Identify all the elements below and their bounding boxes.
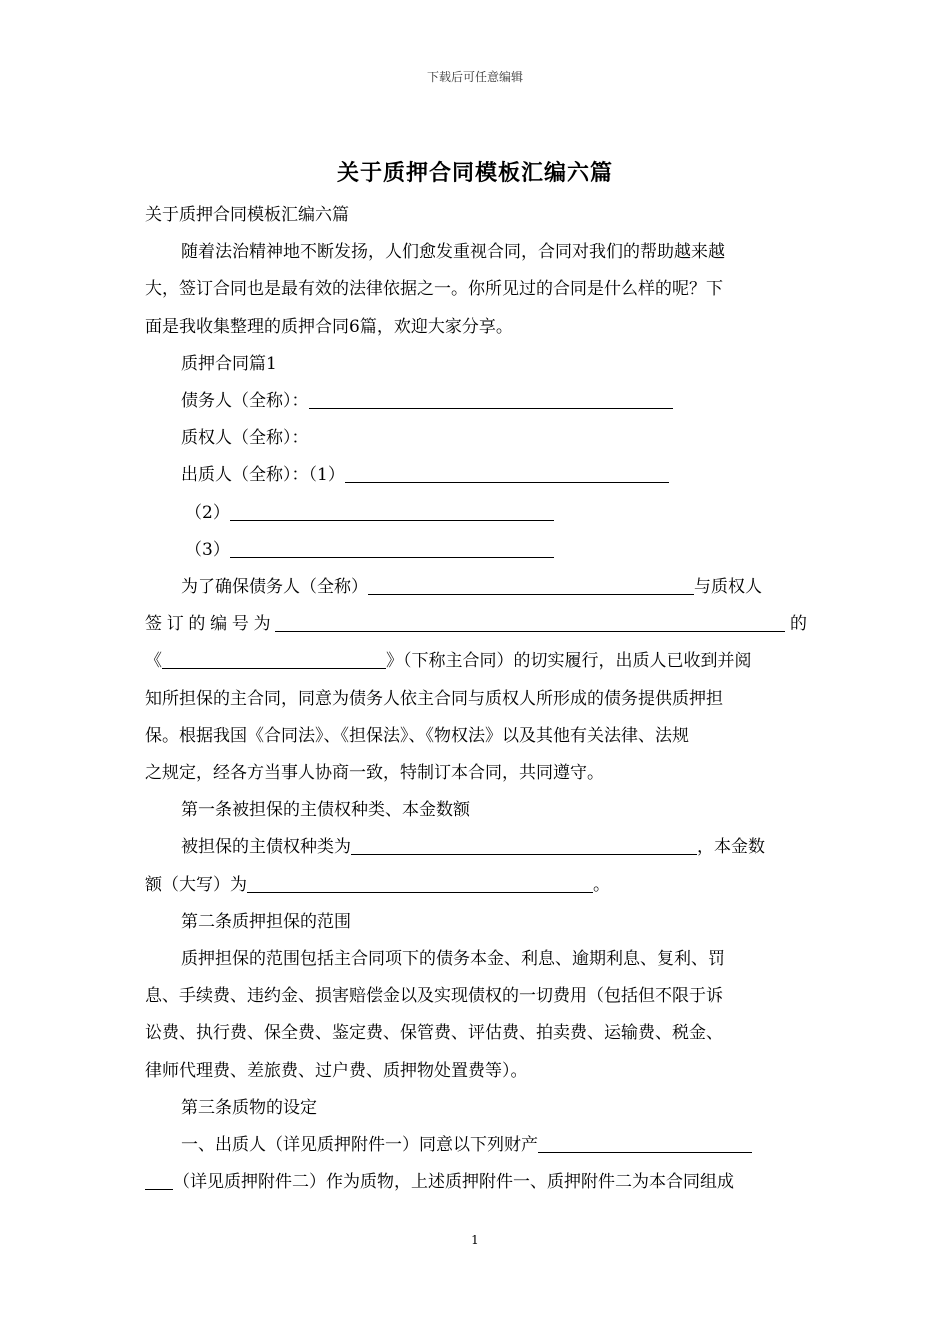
text-span: 》（下称主合同）的切实履行，出质人已收到并阅 <box>386 651 752 672</box>
pledgee-field <box>145 420 807 457</box>
paragraph-line <box>145 867 807 904</box>
property-blank-continued <box>145 1169 173 1190</box>
paragraph-line <box>145 569 807 606</box>
pledgor-number-3: （3） <box>185 539 230 560</box>
page-number: 1 <box>471 1233 479 1247</box>
pledgor-blank-3 <box>230 537 554 558</box>
text-span: （详见质押附件二）作为质物，上述质押附件一、质押附件二为本合同组成 <box>173 1172 734 1193</box>
document-subtitle: 关于质押合同模板汇编六篇 <box>145 205 349 225</box>
intro-line: 面是我收集整理的质押合同6篇，欢迎大家分享。 <box>145 316 513 337</box>
claim-type-blank <box>351 834 697 855</box>
pledgor-field-2 <box>145 495 807 532</box>
text-span: 额（大写）为 <box>145 874 247 895</box>
intro-line: 大，签订合同也是最有效的法律依据之一。你所见过的合同是什么样的呢？下 <box>145 279 723 300</box>
paragraph-line: 律师代理费、差旅费、过户费、质押物处置费等）。 <box>145 1060 528 1081</box>
article-heading: 第一条被担保的主债权种类、本金数额 <box>181 800 470 821</box>
document-title: 关于质押合同模板汇编六篇 <box>336 160 613 186</box>
section-heading: 质押合同篇1 <box>181 353 277 374</box>
document-body <box>145 197 807 1201</box>
debtor-blank <box>309 388 673 409</box>
article-heading: 第二条质押担保的范围 <box>181 911 351 932</box>
property-blank <box>538 1132 752 1153</box>
principal-amount-blank <box>247 872 593 893</box>
pledgor-blank-2 <box>230 500 554 521</box>
paragraph-line <box>145 643 807 680</box>
intro-line: 随着法治精神地不断发扬，人们愈发重视合同，合同对我们的帮助越来越 <box>181 242 725 263</box>
text-span: ，本金数 <box>697 837 765 858</box>
pledgor-field <box>145 457 807 494</box>
debtor-field <box>145 383 807 420</box>
paragraph-line <box>145 829 807 866</box>
paragraph-line: 息、手续费、违约金、损害赔偿金以及实现债权的一切费用（包括但不限于诉 <box>145 986 723 1007</box>
page-header-note: 下载后可任意编辑 <box>426 70 523 84</box>
paragraph-line <box>145 606 807 643</box>
debtor-label: 债务人（全称）： <box>181 391 309 412</box>
article-heading: 第三条质物的设定 <box>181 1097 317 1118</box>
pledgor-number-2: （2） <box>185 502 230 523</box>
pledgor-field-3 <box>145 532 807 569</box>
text-span: 的 <box>785 614 808 635</box>
text-span: 。 <box>593 874 610 895</box>
contract-number-blank <box>275 611 785 632</box>
debtor-name-blank <box>368 574 694 595</box>
paragraph-line: 讼费、执行费、保全费、鉴定费、保管费、评估费、拍卖费、运输费、税金、 <box>145 1023 723 1044</box>
text-span: 与质权人 <box>694 577 762 598</box>
pledgor-label: 出质人（全称）：（1） <box>181 465 345 486</box>
text-span: 一、出质人（详见质押附件一）同意以下列财产 <box>181 1135 538 1156</box>
main-contract-name-blank <box>162 648 386 669</box>
pledgor-blank-1 <box>345 462 669 483</box>
text-span: 签订的编号为 <box>145 614 276 635</box>
paragraph-line <box>145 1127 807 1164</box>
text-span: 《 <box>145 651 162 672</box>
pledgee-label: 质权人（全称）： <box>181 428 309 449</box>
paragraph-line <box>145 1164 807 1201</box>
text-span: 为了确保债务人（全称） <box>181 577 368 598</box>
paragraph-line: 知所担保的主合同，同意为债务人依主合同与质权人所形成的债务提供质押担 <box>145 688 723 709</box>
paragraph-line: 保。根据我国《合同法》、《担保法》、《物权法》以及其他有关法律、法规 <box>145 725 689 746</box>
paragraph-line: 之规定，经各方当事人协商一致，特制订本合同，共同遵守。 <box>145 763 604 784</box>
paragraph-line: 质押担保的范围包括主合同项下的债务本金、利息、逾期利息、复利、罚 <box>181 949 725 970</box>
text-span: 被担保的主债权种类为 <box>181 837 351 858</box>
